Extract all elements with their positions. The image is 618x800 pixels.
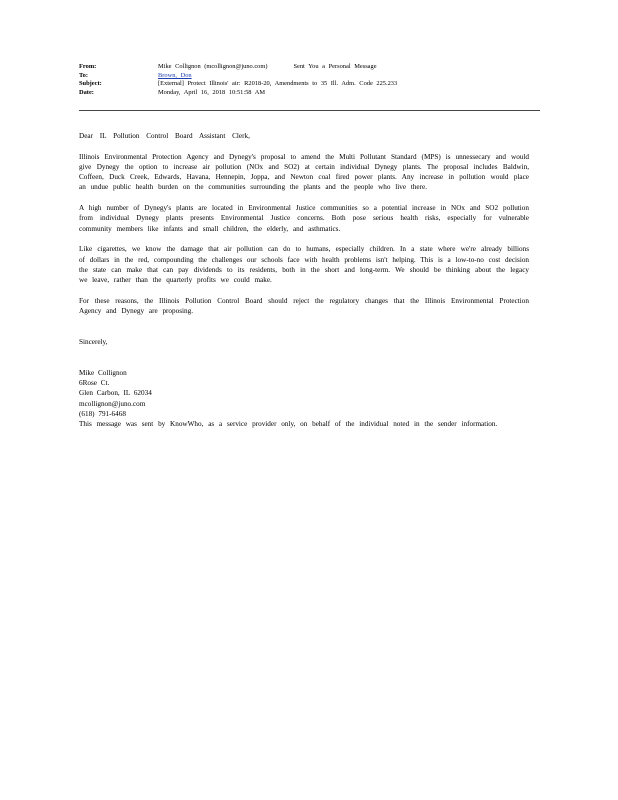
from-value: Mike Collignon (mcollignon@juno.com) [158,63,268,70]
to-row [79,72,539,81]
from-row [79,63,539,72]
signature-name: Mike Collignon [79,368,127,377]
subject-label: Subject: [79,80,102,88]
paragraph-4: For these reasons, the Illinois Pollution Control Board should reject the regulatory changes that the Illinois Environmental Protection Agency and Dynegy are proposing. [79,296,529,316]
letter-body [79,131,529,440]
date-row [79,89,539,98]
to-label: To: [79,71,88,79]
from-label: From: [79,63,97,70]
paragraph-1: Illinois Environmental Protection Agency and Dynegy's proposal to amend the Multi Pollutant Standard (MPS) is unnessecary and would give Dynegy the option to increase air pollution (NOx and SO2) at certain individual Dynegy plants. The proposal includes Baldwin, Coffeen, Duck Creek, Edwards, Havana, Hennepin, Joppa, and Newton coal fired power plants. Any increase in pollution would place an undue public health burden on the communities surrounding the plants and the people who live there. [79,152,529,192]
signature-street: 6Rose Ct. [79,379,110,388]
date-value: Monday, April 16, 2018 10:51:58 AM [158,88,266,96]
email-header [79,63,539,97]
subject-row [79,80,539,89]
from-note: Sent You a Personal Message [293,63,377,70]
paragraph-2: A high number of Dynegy's plants are located in Environmental Justice communities so a potential increase in NOx and SO2 pollution from individual Dynegy plants presents Environmental Justice concerns. Both pose serious health risks, especially for vulnerable community members like infants and small children, the elderly, and asthmatics. [79,204,529,233]
signature-phone: (618) 791-6468 [79,410,126,419]
header-divider [79,110,540,111]
signature-email: mcollignon@juno.com [79,399,146,408]
closing: Sincerely, [79,337,108,346]
footer-note: This message was sent by KnowWho, as a service provider only, on behalf of the individual noted in the sender information. [79,420,498,429]
signature-block [79,368,529,419]
signature-city: Glen Carbon, IL 62034 [79,389,152,398]
paragraph-3: Like cigarettes, we know the damage that air pollution can do to humans, especially children. In a state where we're already billions of dollars in the red, compounding the challenges our schools face with health problems isn't helping. This is a low-to-no cost decision the state can make that can pay dividends to its residents, both in the short and long-term. We should be thinking about the legacy we leave, rather than the quarterly profits we could make. [79,245,530,285]
date-label: Date: [79,88,94,96]
to-value-link[interactable]: Brown, Don [158,71,192,79]
subject-value: [External] Protect Illinois' air: R2018-20, Amendments to 35 Ill. Adm. Code 225.233 [158,80,398,88]
greeting: Dear IL Pollution Control Board Assistant Clerk, [79,132,250,140]
